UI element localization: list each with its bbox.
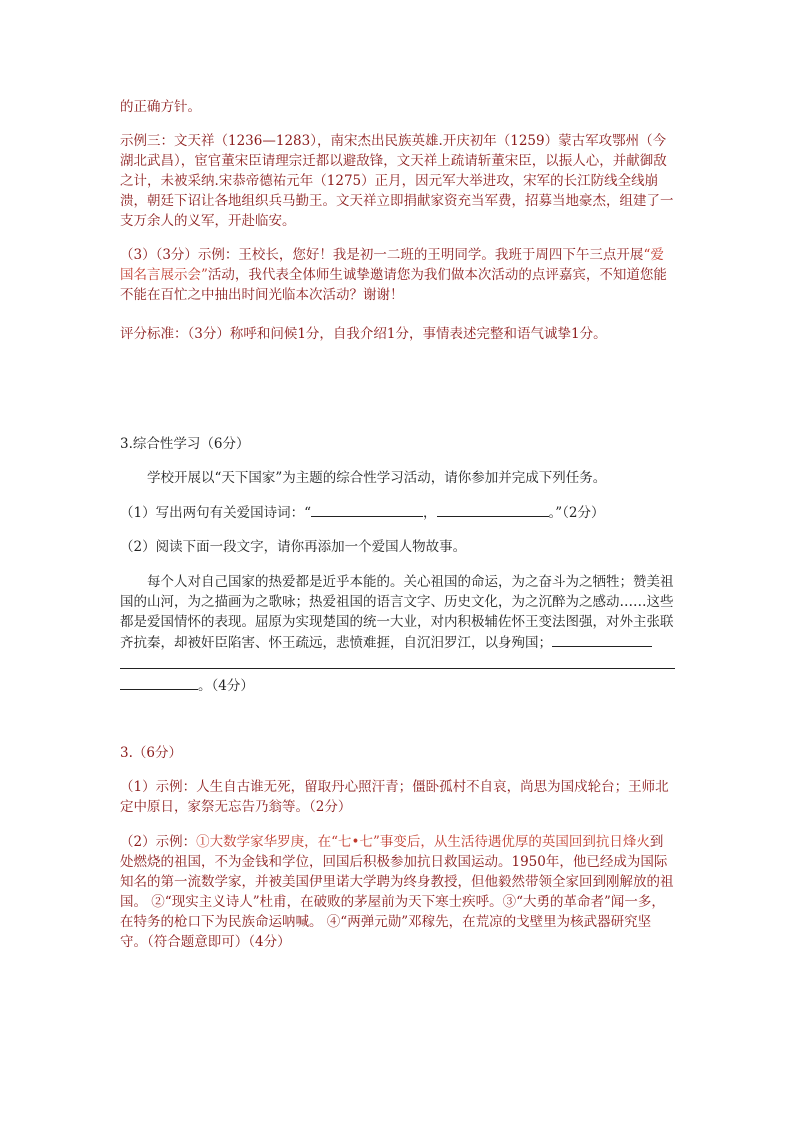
ans2-rest: 到处燃烧的祖国，不为金钱和学位，回国后积极参加抗日救国运动。1950年，他已经成为国际知名的第一流数学家，并被美国伊里诺大学聘为终身教授，但他毅然带领全家回到刚解放的祖国。 ②“现实主义诗人”杜甫，在破败的茅屋前为天下寒士疾呼。③“大勇的革命者”闻一多，在特务的枪口下为民族命运呐喊。 ④“两弹元勋”邓稼先，在荒凉的戈壁里为核武器研究坚守。（符合题意即可）（4分） [120, 834, 674, 950]
text-line-correct-policy: 的正确方针。 [120, 99, 201, 115]
poem-blank-2[interactable] [437, 502, 549, 517]
answer-3-sub2 [120, 832, 675, 952]
answer-3-paragraph [120, 245, 675, 305]
question-3-sub1 [120, 502, 675, 523]
answer-3-sub1: （1）示例：人生自古谁无死，留取丹心照汗青；僵卧孤村不自哀，尚思为国戍轮台；王师北定中原日，家祭无忘告乃翁等。（2分） [120, 779, 669, 815]
example-3-paragraph: 示例三：文天祥（1236—1283），南宋杰出民族英雄.开庆初年（1259）蒙古军攻鄂州（今湖北武昌），宦官董宋臣请理宗迁都以避敌锋，文天祥上疏请斩董宋臣，以振人心，并献御敌之计，未被采纳.宋恭帝德祐元年（1275）正月，因元军大举进攻，宋军的长江防线全线崩溃，朝廷下诏让各地组织兵马勤王。文天祥立即捐献家资充当军费，招募当地豪杰，组建了一支万余人的义军，开赴临安。 [120, 133, 674, 229]
passage-suffix: 。（4分） [198, 678, 254, 694]
answer-3-heading: 3.（6分） [120, 745, 182, 761]
question-3-sub2: （2）阅读下面一段文字，请你再添加一个爱国人物故事。 [120, 539, 467, 555]
poem-blank-1[interactable] [311, 502, 423, 517]
question-3-intro: 学校开展以“天下国家”为主题的综合性学习活动，请你参加并完成下列任务。 [147, 470, 607, 486]
ans2-lead: （2）示例： [120, 834, 197, 850]
sub1-separator: ， [423, 505, 437, 521]
answer-3-quote: “爱国名言展示会” [120, 247, 664, 283]
question-3-heading: 3.综合性学习（6分） [120, 436, 250, 452]
question-3-passage [120, 572, 675, 653]
answer-3-text-part1: （3）（3分）示例：王校长，您好！我是初一二班的王明同学。我班于周四下午三点开展 [120, 247, 644, 263]
ans2-red-text: ①大数学家华罗庚，在“七•七”事变后，从生活待遇优厚的英国回到抗日烽火 [196, 834, 650, 850]
story-blank-line[interactable] [120, 668, 675, 669]
sub1-prefix: （1）写出两句有关爱国诗词：“ [120, 505, 311, 521]
story-blank-end[interactable] [120, 675, 198, 690]
passage-text: 每个人对自己国家的热爱都是近乎本能的。关心祖国的命运，为之奋斗为之牺牲；赞美祖国的山河，为之描画为之歌咏；热爱祖国的语言文字、历史文化，为之沉醉为之感动……这些都是爱国情怀的表现。屈原为实现楚国的统一大业，对内积极辅佐怀王变法图强，对外主张联齐抗秦，却被奸臣陷害、怀王疏远，悲愤难捱，自沉汨罗江，以身殉国； [120, 574, 674, 651]
story-blank-inline[interactable] [552, 632, 652, 647]
scoring-standard: 评分标准：（3分）称呼和问候1分，自我介绍1分，事情表述完整和语气诚挚1分。 [120, 326, 607, 342]
answer-3-text-part2: 活动，我代表全体师生诚挚邀请您为我们做本次活动的点评嘉宾，不知道您能不能在百忙之中抽出时间光临本次活动？谢谢！ [120, 267, 667, 303]
sub1-suffix: 。”（2分） [548, 505, 605, 521]
question-3-passage-end [120, 675, 675, 696]
